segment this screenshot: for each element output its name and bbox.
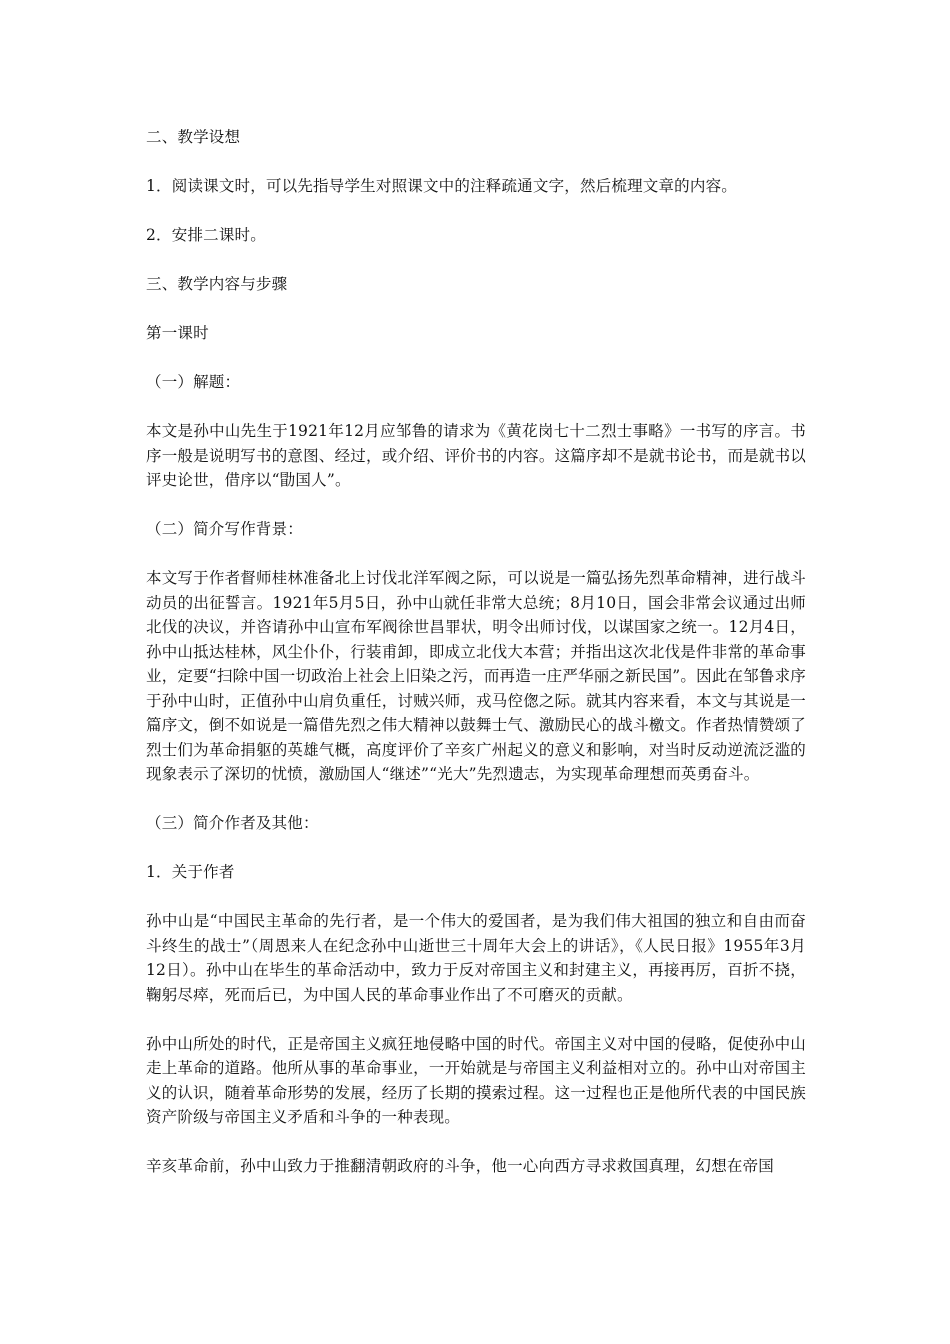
explanation-paragraph: 本文是孙中山先生于1921年12月应邹鲁的请求为《黄花岗七十二烈士事略》一书写的序言。书序一般是说明写书的意图、经过，或介绍、评价书的内容。这篇序却不是就书论书，而是就书以评史论世，借序以“勖国人”。: [146, 422, 806, 489]
author-paragraph-2: 孙中山所处的时代，正是帝国主义疯狂地侵略中国的时代。帝国主义对中国的侵略，促使孙中山走上革命的道路。他所从事的革命事业，一开始就是与帝国主义利益相对立的。孙中山对帝国主义的认识，随着革命形势的发展，经历了长期的摸索过程。这一过程也正是他所代表的中国民族资产阶级与帝国主义矛盾和斗争的一种表现。: [146, 1034, 806, 1126]
about-author-title: 1．关于作者: [146, 863, 235, 881]
design-item-2: 2．安排二课时。: [146, 226, 266, 244]
lesson-one-label: 第一课时: [146, 324, 209, 342]
author-paragraph-3: 辛亥革命前，孙中山致力于推翻清朝政府的斗争，他一心向西方寻求救国真理，幻想在帝国: [146, 1157, 775, 1175]
section-heading-content: 三、教学内容与步骤: [146, 275, 288, 293]
author-paragraph-1: 孙中山是“中国民主革命的先行者，是一个伟大的爱国者，是为我们伟大祖国的独立和自由而奋斗终生的战士”（周恩来人在纪念孙中山逝世三十周年大会上的讲话》，《人民日报》1955年3月12日）。孙中山在毕生的革命活动中，致力于反对帝国主义和封建主义，再接再厉，百折不挠，鞠躬尽瘁，死而后已，为中国人民的革命事业作出了不可磨灭的贡献。: [146, 912, 806, 1004]
subsection-title-author: （三）简介作者及其他：: [146, 814, 319, 832]
background-paragraph: 本文写于作者督师桂林准备北上讨伐北洋军阀之际，可以说是一篇弘扬先烈革命精神，进行战斗动员的出征誓言。1921年5月5日，孙中山就任非常大总统；8月10日，国会非常会议通过出师北伐的决议，并咨请孙中山宣布军阀徐世昌罪状，明令出师讨伐，以谋国家之统一。12月4日，孙中山抵达桂林，风尘仆仆，行装甫卸，即成立北伐大本营；并指出这次北伐是件非常的革命事业，定要“扫除中国一切政治上社会上旧染之污，而再造一庄严华丽之新民国”。因此在邹鲁求序于孙中山时，正值孙中山肩负重任，讨贼兴师，戎马倥偬之际。就其内容来看，本文与其说是一篇序文，倒不如说是一篇借先烈之伟大精神以鼓舞士气、激励民心的战斗檄文。作者热情赞颂了烈士们为革命捐躯的英雄气概，高度评价了辛亥广州起义的意义和影响，对当时反动逆流泛滥的现象表示了深切的忧愤，激励国人“继述”“光大”先烈遗志，为实现革命理想而英勇奋斗。: [146, 569, 806, 783]
subsection-title-explanation: （一）解题：: [146, 373, 241, 391]
section-heading-design: 二、教学设想: [146, 128, 241, 146]
document-page: [146, 125, 806, 1179]
design-item-1: 1．阅读课文时，可以先指导学生对照课文中的注释疏通文字，然后梳理文章的内容。: [146, 177, 737, 195]
subsection-title-background: （二）简介写作背景：: [146, 520, 304, 538]
